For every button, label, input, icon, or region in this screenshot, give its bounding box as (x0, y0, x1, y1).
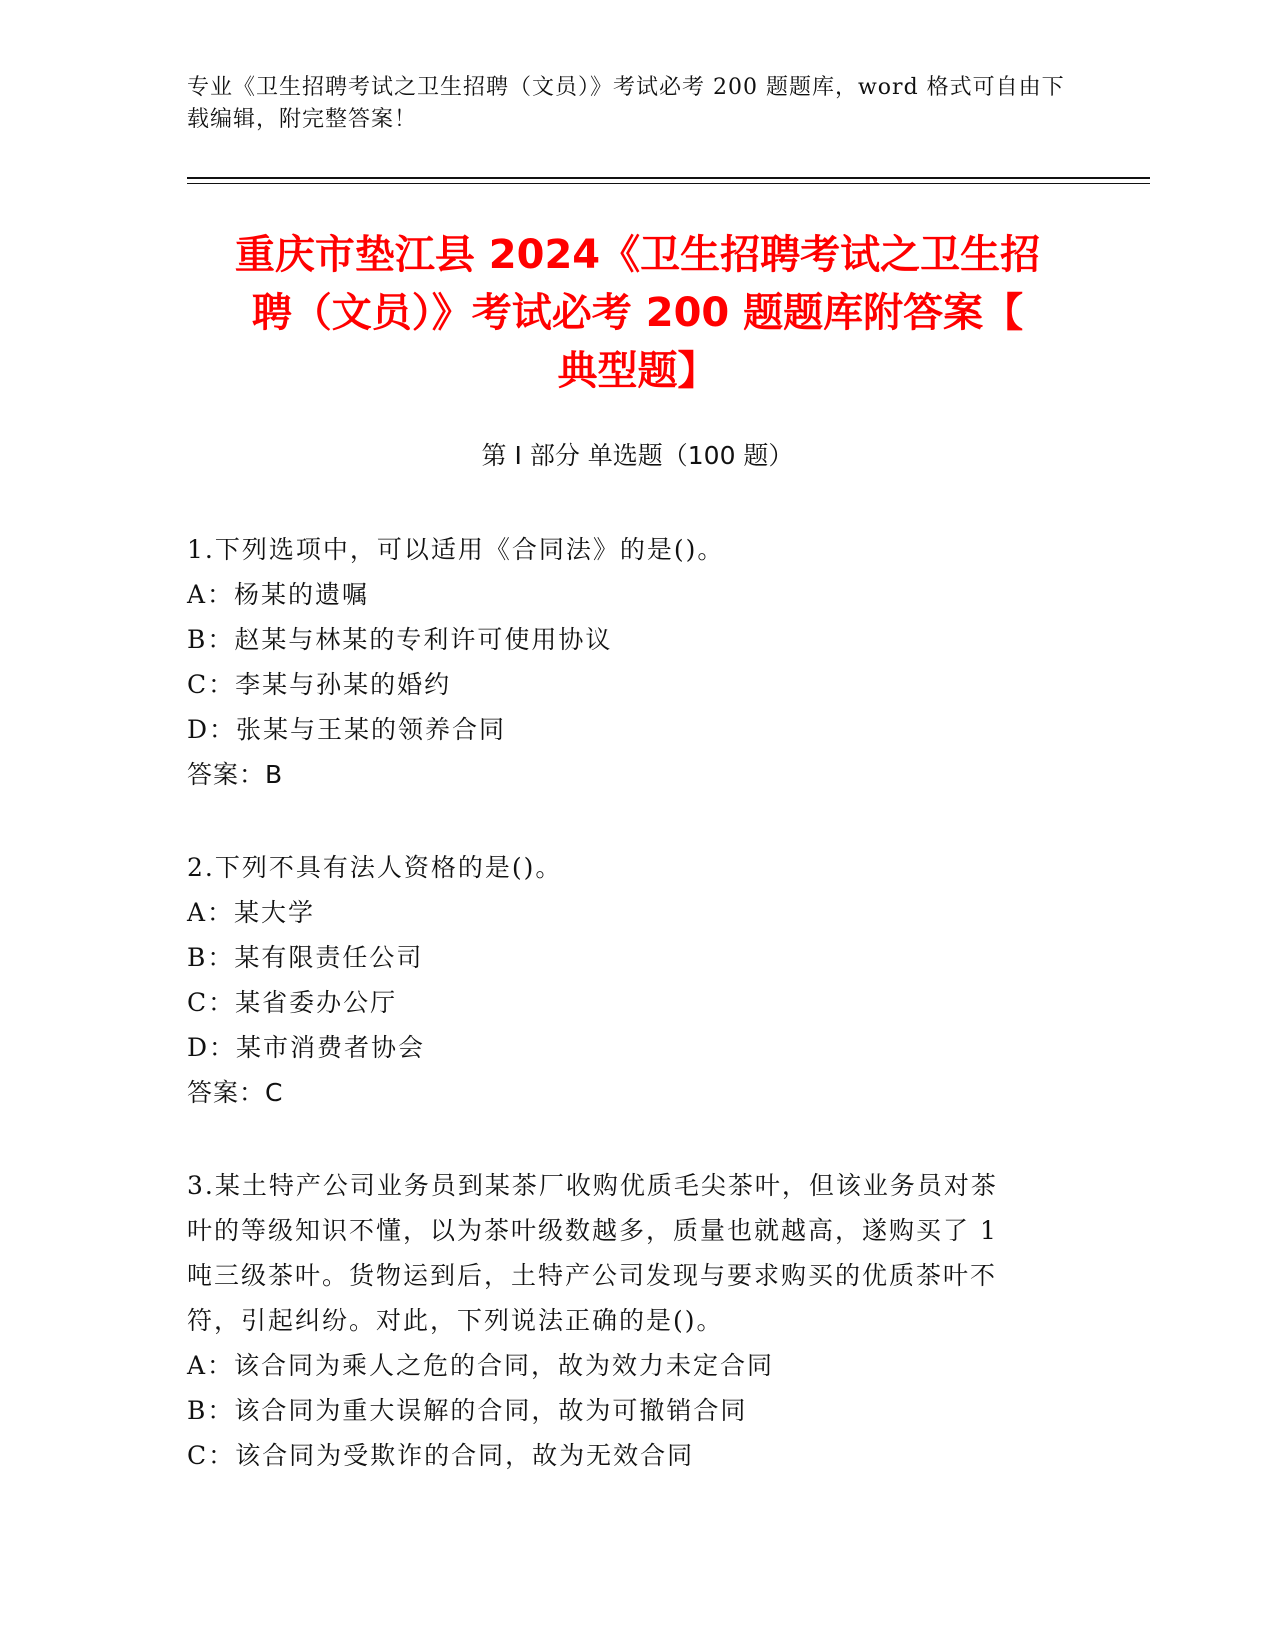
question-stem-line: 3.某土特产公司业务员到某茶厂收购优质毛尖茶叶，但该业务员对茶 (187, 1171, 998, 1200)
option-b: B：该合同为重大误解的合同，故为可撤销合同 (187, 1396, 748, 1425)
option-c: C：某省委办公厅 (187, 988, 398, 1017)
question-item (187, 845, 1077, 1115)
question-spacer (187, 797, 1077, 845)
title-line: 聘（文员）》考试必考 200 题题库附答案【 (251, 290, 1024, 336)
option-a: A：杨某的遗嘱 (187, 580, 370, 609)
question-stem: 2.下列不具有法人资格的是()。 (187, 853, 563, 882)
document-title (180, 226, 1095, 400)
header-note: 专业《卫生招聘考试之卫生招聘（文员）》考试必考 200 题题库，word 格式可自由下载编辑，附完整答案！ (187, 75, 1065, 132)
question-stem-line: 叶的等级知识不懂，以为茶叶级数越多，质量也就越高，遂购买了 1 (187, 1216, 998, 1245)
option-b: B：赵某与林某的专利许可使用协议 (187, 625, 613, 654)
option-b: B：某有限责任公司 (187, 943, 424, 972)
option-a: A：某大学 (187, 898, 316, 927)
answer: 答案：C (187, 1078, 284, 1107)
title-line: 典型题】 (557, 348, 718, 394)
title-line: 重庆市垫江县 2024《卫生招聘考试之卫生招 (234, 232, 1041, 278)
option-c: C：李某与孙某的婚约 (187, 670, 452, 699)
option-c: C：该合同为受欺诈的合同，故为无效合同 (187, 1441, 695, 1470)
question-spacer (187, 1115, 1077, 1163)
header-divider-thin (187, 183, 1150, 184)
question-stem-line: 符，引起纠纷。对此，下列说法正确的是()。 (187, 1306, 724, 1335)
header-divider-thick (187, 177, 1150, 179)
answer: 答案：B (187, 760, 284, 789)
section-title: 第 I 部分 单选题（100 题） (481, 441, 794, 470)
option-d: D：张某与王某的领养合同 (187, 715, 507, 744)
question-stem: 1.下列选项中，可以适用《合同法》的是()。 (187, 535, 725, 564)
option-d: D：某市消费者协会 (187, 1033, 426, 1062)
option-a: A：该合同为乘人之危的合同，故为效力未定合同 (187, 1351, 775, 1380)
question-list (187, 527, 1077, 1478)
question-stem-line: 吨三级茶叶。货物运到后，土特产公司发现与要求购买的优质茶叶不 (187, 1261, 998, 1290)
question-item (187, 1163, 1077, 1478)
question-item (187, 527, 1077, 797)
